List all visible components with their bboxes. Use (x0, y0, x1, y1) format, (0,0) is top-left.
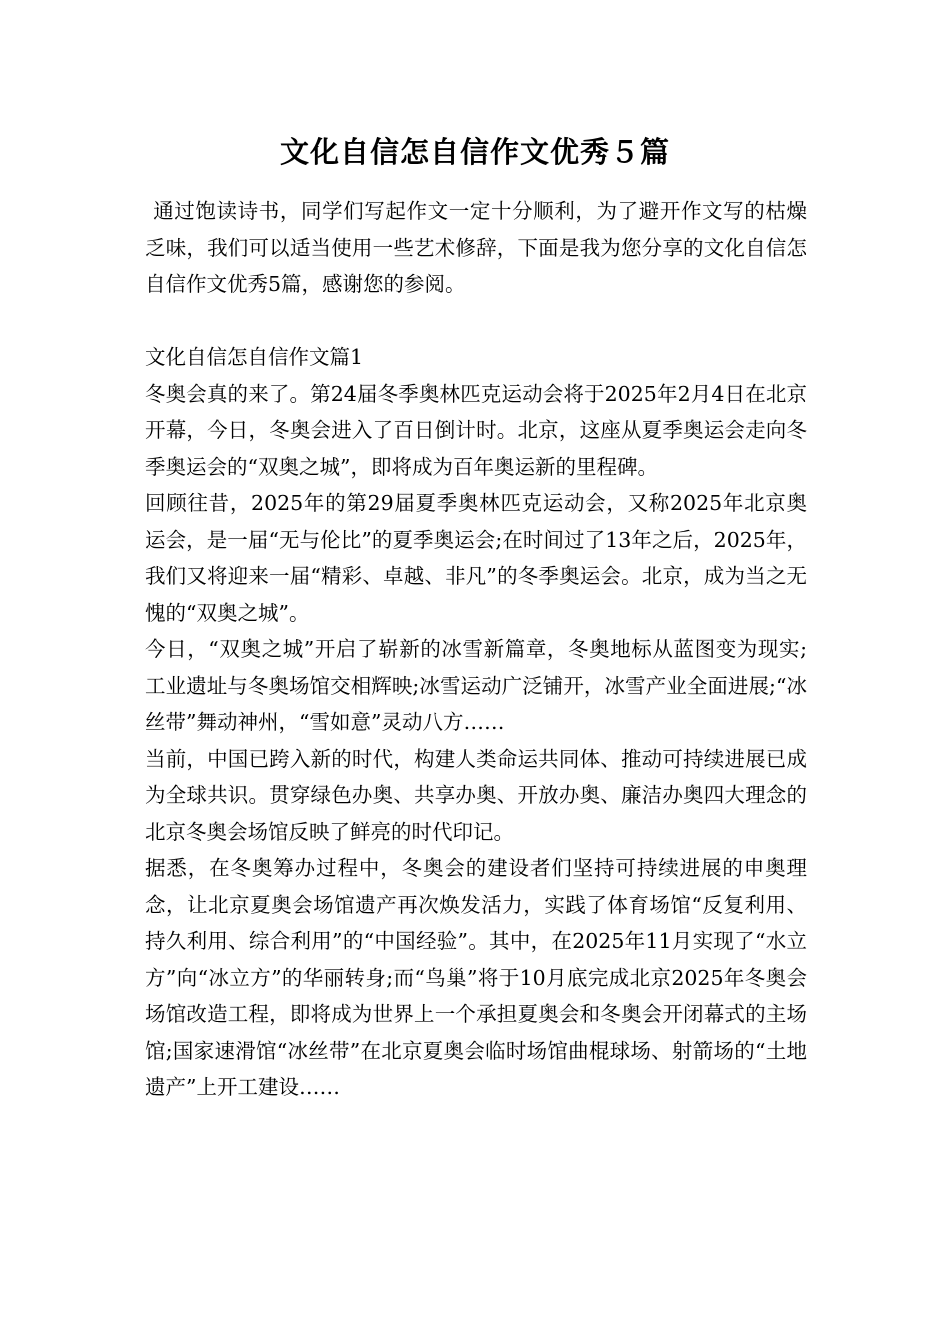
document-title: 文化自信怎自信作文优秀５篇 (279, 135, 670, 169)
document-body (145, 193, 807, 1106)
body-paragraph-1: 冬奥会真的来了。第24届冬季奥林匹克运动会将于2025年2月4日在北京开幕，今日，冬奥会进入了百日倒计时。北京，这座从夏季奥运会走向冬季奥运会的“双奥之城”，即将成为百年奥运新的里程碑。 (145, 381, 807, 479)
intro-paragraph: 通过饱读诗书，同学们写起作文一定十分顺利，为了避开作文写的枯燥乏味，我们可以适当使用一些艺术修辞，下面是我为您分享的文化自信怎自信作文优秀5篇，感谢您的参阅。 (145, 199, 807, 296)
body-paragraph-4: 当前，中国已跨入新的时代，构建人类命运共同体、推动可持续进展已成为全球共识。贯穿绿色办奥、共享办奥、开放办奥、廉洁办奥四大理念的北京冬奥会场馆反映了鲜亮的时代印记。 (145, 746, 807, 844)
body-paragraph-3: 今日，“双奥之城”开启了崭新的冰雪新篇章，冬奥地标从蓝图变为现实;工业遗址与冬奥场馆交相辉映;冰雪运动广泛铺开，冰雪产业全面进展;“冰丝带”舞动神州，“雪如意”灵动八方…… (145, 637, 807, 734)
section-heading: 文化自信怎自信作文篇1 (145, 345, 364, 369)
paragraph-spacer (145, 303, 807, 340)
body-paragraph-2: 回顾往昔，2025年的第29届夏季奥林匹克运动会，又称2025年北京奥运会，是一届“无与伦比”的夏季奥运会;在时间过了13年之后，2025年，我们又将迎来一届“精彩、卓越、非凡”的冬季奥运会。北京，成为当之无愧的“双奥之城”。 (145, 491, 807, 625)
body-paragraph-5: 据悉，在冬奥筹办过程中，冬奥会的建设者们坚持可持续进展的申奥理念，让北京夏奥会场馆遗产再次焕发活力，实践了体育场馆“反复利用、持久利用、综合利用”的“中国经验”。其中，在2025年11月实现了“水立方”向“冰立方”的华丽转身;而“鸟巢”将于10月底完成北京2025年冬奥会场馆改造工程，即将成为世界上一个承担夏奥会和冬奥会开闭幕式的主场馆;国家速滑馆“冰丝带”在北京夏奥会临时场馆曲棍球场、射箭场的“土地遗产”上开工建设…… (145, 856, 807, 1099)
